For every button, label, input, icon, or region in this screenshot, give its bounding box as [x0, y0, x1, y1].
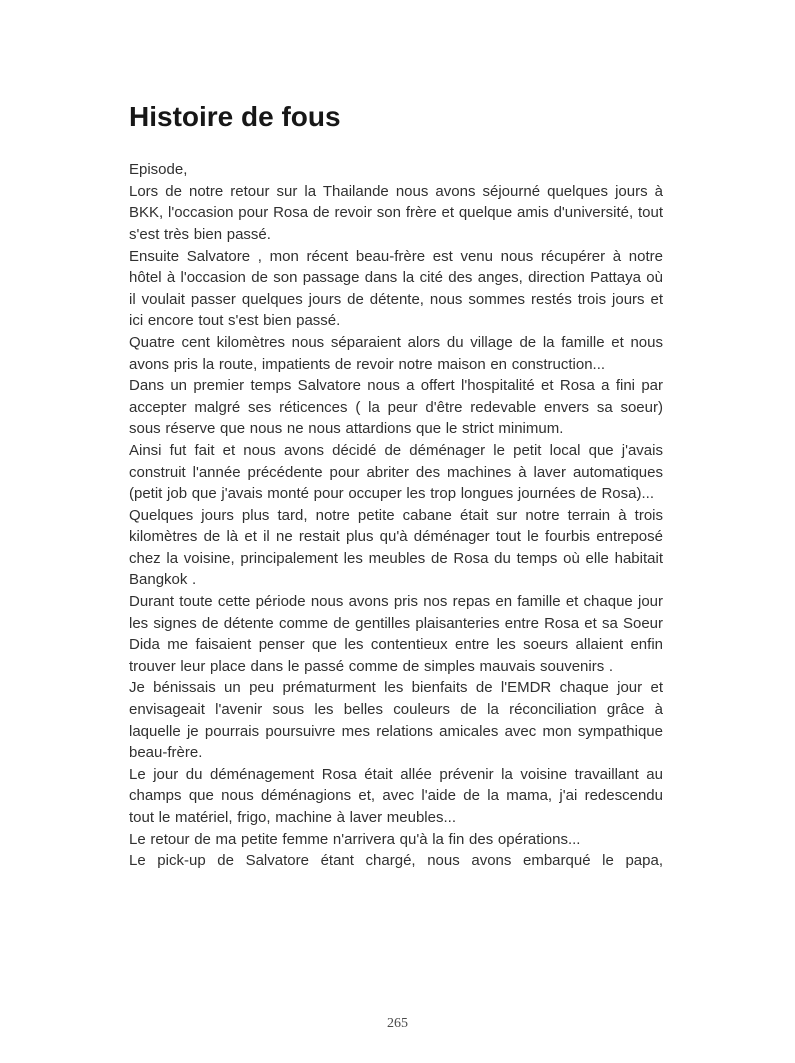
paragraph: Quatre cent kilomètres nous séparaient alors du village de la famille et nous avons pris la route, impatients de revoir notre maison en construction...	[129, 333, 663, 373]
page-title: Histoire de fous	[129, 101, 341, 132]
paragraph: Ensuite Salvatore , mon récent beau-frère est venu nous récupérer à notre hôtel à l'occasion de son passage dans la cité des anges, direction Pattaya où il voulait passer quelques jours de détente, nous sommes restés trois jours et ici encore tout s'est bien passé.	[129, 247, 663, 330]
paragraph: Ainsi fut fait et nous avons décidé de déménager le petit local que j'avais construit l'année précédente pour abriter des machines à laver automatiques (petit job que j'avais monté pour occuper les trop longues journées de Rosa)...	[129, 441, 663, 503]
paragraph: Quelques jours plus tard, notre petite cabane était sur notre terrain à trois kilomètres de là et il ne restait plus qu'à déménager tout le fourbis entreposé chez la voisine, principalement les meubles de Rosa du temps où elle habitait Bangkok .	[129, 506, 663, 589]
page-body	[129, 101, 663, 872]
page-number: 265	[387, 1016, 408, 1031]
paragraph: Episode,	[129, 161, 188, 179]
paragraph: Je bénissais un peu prématurment les bienfaits de l'EMDR chaque jour et envisageait l'avenir sous les belles couleurs de la réconciliation grâce à laquelle je pourrais poursuivre mes relations amicales avec mon sympathique beau-frère.	[129, 679, 663, 762]
paragraph: Le pick-up de Salvatore étant chargé, nous avons embarqué le papa,	[129, 852, 663, 870]
paragraphs	[129, 159, 663, 872]
paragraph: Dans un premier temps Salvatore nous a offert l'hospitalité et Rosa a fini par accepter malgré ses réticences ( la peur d'être redevable envers sa soeur) sous réserve que nous ne nous attardions que le strict minimum.	[129, 377, 663, 438]
paragraph: Le retour de ma petite femme n'arrivera qu'à la fin des opérations...	[129, 830, 581, 848]
paragraph: Le jour du déménagement Rosa était allée prévenir la voisine travaillant au champs que nous déménagions et, avec l'aide de la mama, j'ai redescendu tout le matériel, frigo, machine à laver meubles...	[129, 765, 663, 826]
paragraph: Durant toute cette période nous avons pris nos repas en famille et chaque jour les signes de détente comme de gentilles plaisanteries entre Rosa et sa Soeur Dida me faisaient penser que les contentieux entre les soeurs allaient enfin trouver leur place dans le passé comme de simples mauvais souvenirs .	[129, 593, 663, 675]
paragraph: Lors de notre retour sur la Thailande nous avons séjourné quelques jours à BKK, l'occasion pour Rosa de revoir son frère et quelque amis d'université, tout s'est très bien passé.	[129, 182, 663, 243]
